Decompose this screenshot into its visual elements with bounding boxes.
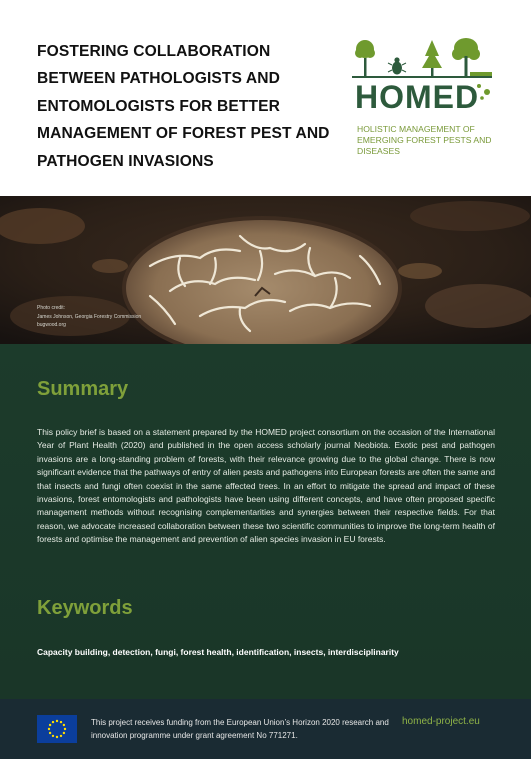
summary-text: This policy brief is based on a statement prepared by the HOMED project consortium on the occasion of the International Year of Plant Health (2020) and published in the open access scholarly journal Neobiota. Exotic pest and pathogen invasions are a long-standing problem of forests, with their relevance growing due to the global change. There is now significant evidence that the pathways of entry of alien pests and pathogens into European forests are often the same and that insects and fungi often coexist in the same affected trees. In an effort to mitigate the spread and impact of these invasions, forest entomologists and pathologists have been using different concepts, and have often proposed specific management methods without recognising complementarities and synergies between their respective fields. For that reason, we advocate increased collaboration between these two scientific communities to improve the long-term health of forests and optimise the management and prevention of alien species invasion in EU forests.	[37, 427, 495, 545]
summary-heading: Summary	[37, 378, 129, 400]
logo-wordmark: HOMED	[355, 79, 480, 115]
funding-statement: This project receives funding from the European Union’s Horizon 2020 research and innovation programme under grant agreement No 771271.	[91, 718, 389, 741]
footer	[0, 699, 531, 759]
project-website-link[interactable]: homed-project.eu	[402, 716, 480, 727]
logo-tagline: HOLISTIC MANAGEMENT OF EMERGING FOREST PESTS AND DISEASES	[357, 124, 492, 156]
hero-photo	[0, 196, 531, 344]
homed-logo	[352, 34, 502, 159]
header	[0, 0, 531, 196]
keywords-text: Capacity building, detection, fungi, forest health, identification, insects, interdisciplinarity	[37, 647, 399, 657]
keywords-heading: Keywords	[37, 597, 133, 619]
document-title: FOSTERING COLLABORATION BETWEEN PATHOLOGISTS AND ENTOMOLOGISTS FOR BETTER MANAGEMENT OF FOREST PEST AND PATHOGEN INVASIONS	[37, 43, 330, 170]
eu-flag-icon	[37, 715, 77, 743]
photo-credit: Photo credit: James Johnson, Georgia Forestry Commission bugwood.org	[37, 305, 142, 328]
